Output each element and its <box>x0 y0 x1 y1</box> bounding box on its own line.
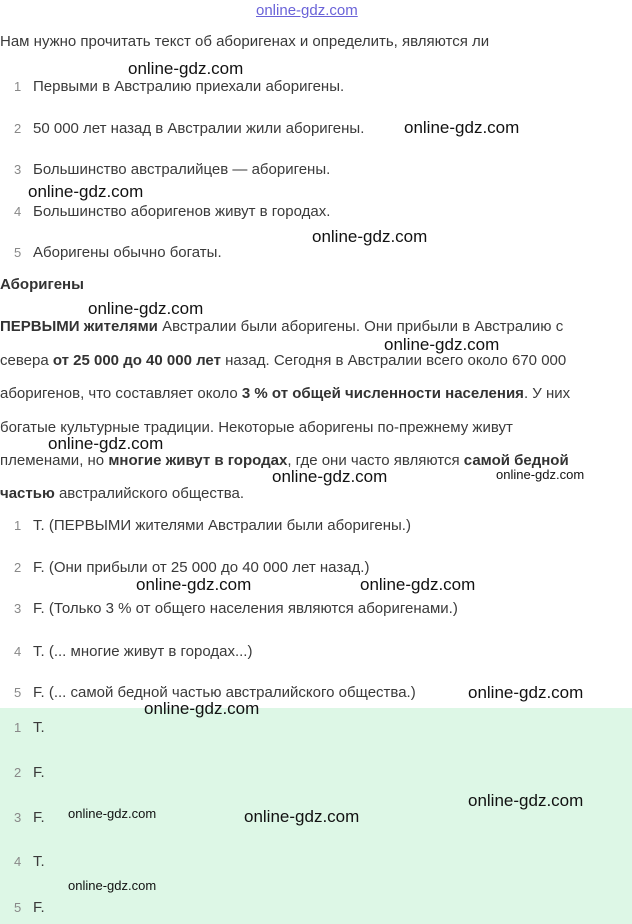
explanation-number: 2 <box>14 560 22 575</box>
highlight-text: многие живут в городах <box>108 452 288 469</box>
explanation-text: F. (Они прибыли от 25 000 до 40 000 лет назад.) <box>33 559 370 576</box>
highlight-text: 3 % от общей численности населения <box>241 385 524 402</box>
watermark: online-gdz.com <box>48 434 164 453</box>
paragraph-text: , где они часто являются <box>287 452 464 469</box>
statement-item <box>14 78 344 95</box>
answer-text: T. <box>33 719 45 736</box>
statement-text: Первыми в Австралию приехали аборигены. <box>33 78 345 95</box>
answer-number: 3 <box>14 810 22 825</box>
statement-text: Большинство австралийцев — аборигены. <box>33 161 331 178</box>
paragraph-text: . У них <box>523 385 571 402</box>
statement-number: 3 <box>14 162 22 177</box>
paragraph-text: австралийского общества. <box>54 485 245 502</box>
answer-text: F. <box>33 809 45 826</box>
statement-item <box>14 244 222 261</box>
explanation-item <box>14 517 411 534</box>
paragraph-text: богатые культурные традиции. Некоторые аборигены по-прежнему живут <box>0 419 513 436</box>
paragraph-text: аборигенов, что составляет около <box>0 385 242 402</box>
explanation-number: 4 <box>14 644 22 659</box>
explanation-text: F. (... самой бедной частью австралийского общества.) <box>33 684 416 701</box>
paragraph-line <box>0 318 563 335</box>
explanation-text: T. (ПЕРВЫМИ жителями Австралии были аборигены.) <box>33 517 411 534</box>
explanation-item <box>14 600 458 617</box>
answer-text: F. <box>33 764 45 781</box>
watermark: online-gdz.com <box>360 575 476 594</box>
statement-item <box>14 161 330 178</box>
paragraph-text: севера <box>0 352 53 369</box>
paragraph-text: назад. Сегодня в Австралии всего около 670 000 <box>220 352 567 369</box>
paragraph-text: Австралии были аборигены. Они прибыли в Австралию с <box>157 318 564 335</box>
watermark: online-gdz.com <box>468 683 584 702</box>
answer-item <box>14 764 45 781</box>
answer-item <box>14 853 45 870</box>
watermark: online-gdz.com <box>404 118 520 137</box>
watermark: online-gdz.com <box>384 335 500 354</box>
answer-text: F. <box>33 899 45 916</box>
answer-number: 4 <box>14 854 22 869</box>
explanation-number: 3 <box>14 601 22 616</box>
watermark: online-gdz.com <box>28 182 144 201</box>
watermark: online-gdz.com <box>68 878 157 893</box>
statement-number: 5 <box>14 245 22 260</box>
statement-text: 50 000 лет назад в Австралии жили аборигены. <box>33 120 365 137</box>
watermark: online-gdz.com <box>128 59 244 78</box>
watermark: online-gdz.com <box>136 575 252 594</box>
statement-item <box>14 203 330 220</box>
watermark: online-gdz.com <box>144 699 260 718</box>
answer-item <box>14 719 45 736</box>
explanation-text: T. (... многие живут в городах...) <box>33 643 253 660</box>
watermark: online-gdz.com <box>272 467 388 486</box>
watermark: online-gdz.com <box>88 299 204 318</box>
watermark: online-gdz.com <box>244 807 360 826</box>
highlight-text: ПЕРВЫМИ жителями <box>0 318 158 335</box>
answer-number: 5 <box>14 900 22 915</box>
answer-text: T. <box>33 853 45 870</box>
highlight-text: самой бедной <box>463 452 569 469</box>
watermark: online-gdz.com <box>468 791 584 810</box>
explanation-item <box>14 643 252 660</box>
highlight-text: частью <box>0 485 55 502</box>
statement-text: Аборигены обычно богаты. <box>33 244 222 261</box>
statement-number: 4 <box>14 204 22 219</box>
explanation-text: F. (Только 3 % от общего населения являются аборигенами.) <box>33 600 458 617</box>
explanation-item <box>14 559 369 576</box>
statement-number: 2 <box>14 121 22 136</box>
answer-item <box>14 809 45 826</box>
watermark: online-gdz.com <box>312 227 428 246</box>
paragraph-text: племенами, но <box>0 452 109 469</box>
watermark: online-gdz.com <box>496 467 585 482</box>
statement-text: Большинство аборигенов живут в городах. <box>33 203 331 220</box>
statement-number: 1 <box>14 79 22 94</box>
answer-item <box>14 899 45 916</box>
answer-number: 2 <box>14 765 22 780</box>
intro-text: Нам нужно прочитать текст об аборигенах и определить, являются ли <box>0 33 490 50</box>
explanation-number: 5 <box>14 685 22 700</box>
highlight-text: от 25 000 до 40 000 лет <box>52 352 221 369</box>
answer-number: 1 <box>14 720 22 735</box>
header-watermark-link[interactable]: online-gdz.com <box>256 2 358 19</box>
explanation-number: 1 <box>14 518 22 533</box>
paragraph-line <box>0 385 570 402</box>
section-heading: Аборигены <box>0 276 84 293</box>
paragraph-line <box>0 485 244 502</box>
statement-item <box>14 120 364 137</box>
watermark: online-gdz.com <box>68 806 157 821</box>
